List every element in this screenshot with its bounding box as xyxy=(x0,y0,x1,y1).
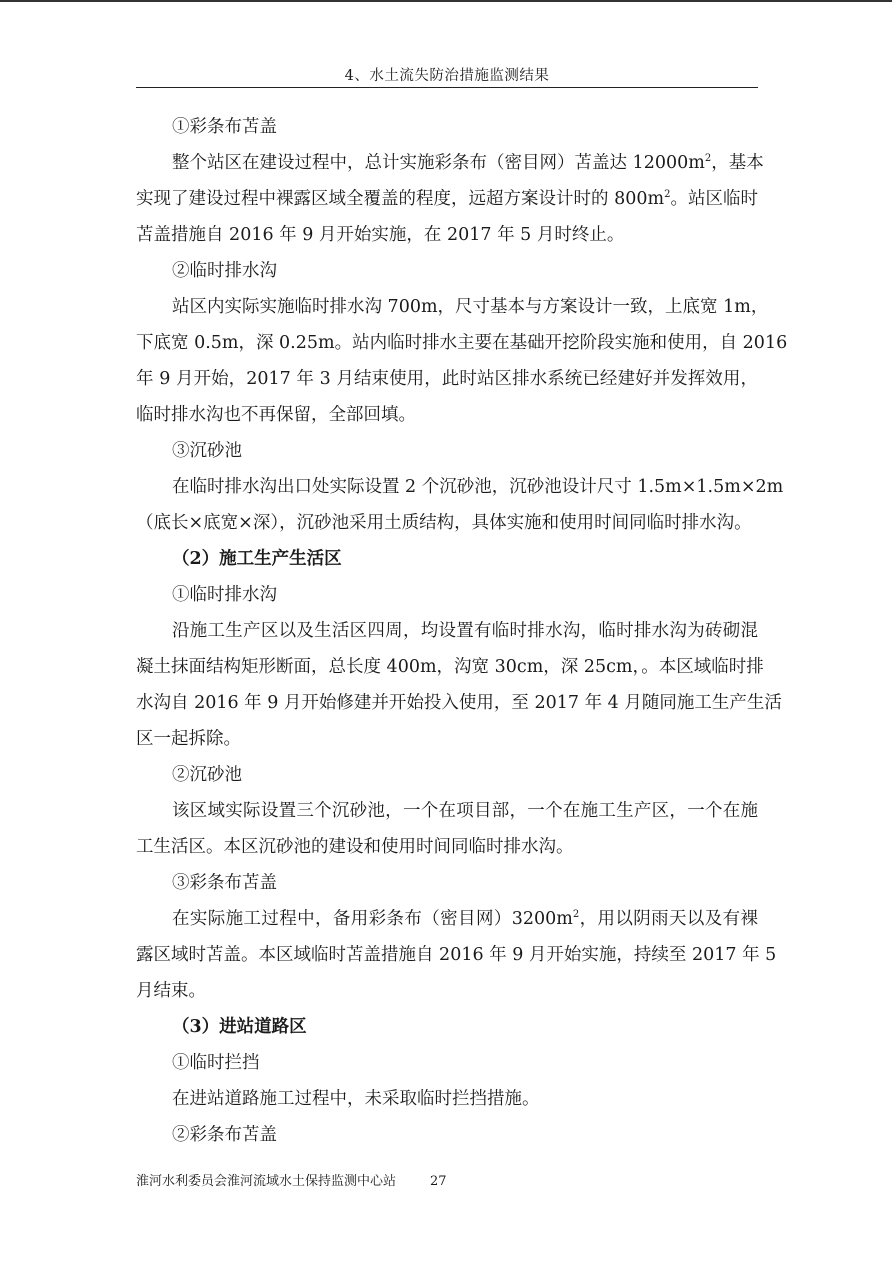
paragraph-line: 沿施工生产区以及生活区四周，均设置有临时排水沟，临时排水沟为砖砌混 xyxy=(172,621,758,641)
paragraph-line: 整个站区在建设过程中，总计实施彩条布（密目网）苫盖达 $12000m^2$，基本 xyxy=(172,153,764,173)
paragraph-line: 临时排水沟也不再保留，全部回填。 xyxy=(136,405,416,425)
section-title-construction-living-area: （2）施工生产生活区 xyxy=(172,549,342,569)
subsection-heading-drainage-ditch: ②临时排水沟 xyxy=(172,261,277,281)
header-rule xyxy=(136,87,758,88)
paragraph-line: 年 9 月开始，2017 年 3 月结束使用，此时站区排水系统已经建好并发挥效用， xyxy=(136,369,758,389)
subsection-heading-tarp-cover: ①彩条布苫盖 xyxy=(172,117,277,137)
page-number: 27 xyxy=(430,1174,447,1189)
page-footer xyxy=(136,1170,447,1189)
paragraph-line: （底长×底宽×深），沉砂池采用土质结构，具体实施和使用时间同临时排水沟。 xyxy=(136,513,752,533)
paragraph-line: 在进站道路施工过程中，未采取临时拦挡措施。 xyxy=(172,1089,540,1109)
subsection-heading-tarp-cover: ②彩条布苫盖 xyxy=(172,1125,277,1145)
running-header: 4、水土流失防治措施监测结果 xyxy=(344,68,550,84)
subsection-heading-sedimentation-tank: ③沉砂池 xyxy=(172,441,242,461)
paragraph-line: 工生活区。本区沉砂池的建设和使用时间同临时排水沟。 xyxy=(136,837,574,857)
paragraph-line: 在临时排水沟出口处实际设置 2 个沉砂池，沉砂池设计尺寸 1.5m×1.5m×2m xyxy=(172,477,784,497)
paragraph-line: 站区内实际实施临时排水沟 700m，尺寸基本与方案设计一致，上底宽 1m， xyxy=(172,297,769,317)
subsection-heading-drainage-ditch: ①临时排水沟 xyxy=(172,585,277,605)
paragraph-line: 下底宽 0.5m，深 0.25m。站内临时排水主要在基础开挖阶段实施和使用，自 2016 xyxy=(136,333,788,353)
subsection-heading-sedimentation-tank: ②沉砂池 xyxy=(172,765,242,785)
page-content xyxy=(136,109,788,1153)
paragraph-line: 区一起拆除。 xyxy=(136,729,241,749)
paragraph-line: 该区域实际设置三个沉砂池，一个在项目部，一个在施工生产区，一个在施 xyxy=(172,801,758,821)
subsection-heading-tarp-cover: ③彩条布苫盖 xyxy=(172,873,277,893)
paragraph-line: 苫盖措施自 2016 年 9 月开始实施，在 2017 年 5 月时终止。 xyxy=(136,225,625,245)
subsection-heading-temporary-barrier: ①临时拦挡 xyxy=(172,1053,260,1073)
paragraph-line: 月结束。 xyxy=(136,981,206,1001)
paragraph-line: 凝土抹面结构矩形断面，总长度 400m，沟宽 30cm，深 25cm，。本区域临时排 xyxy=(136,657,764,677)
paragraph-line: 实现了建设过程中裸露区域全覆盖的程度，远超方案设计时的 $800m^2$。站区临时 xyxy=(136,189,759,209)
paragraph-line: 露区域时苫盖。本区域临时苫盖措施自 2016 年 9 月开始实施，持续至 2017 年 5 xyxy=(136,945,777,965)
footer-organization: 淮河水利委员会淮河流域水土保持监测中心站 xyxy=(136,1174,397,1189)
paragraph-line: 水沟自 2016 年 9 月开始修建并开始投入使用，至 2017 年 4 月随同施工生产生活 xyxy=(136,693,782,713)
paragraph-line: 在实际施工过程中，备用彩条布（密目网）$3200m^2$，用以阴雨天以及有裸 xyxy=(172,909,758,929)
section-title-access-road-area: （3）进站道路区 xyxy=(172,1017,307,1037)
page-top-border xyxy=(0,0,892,2)
